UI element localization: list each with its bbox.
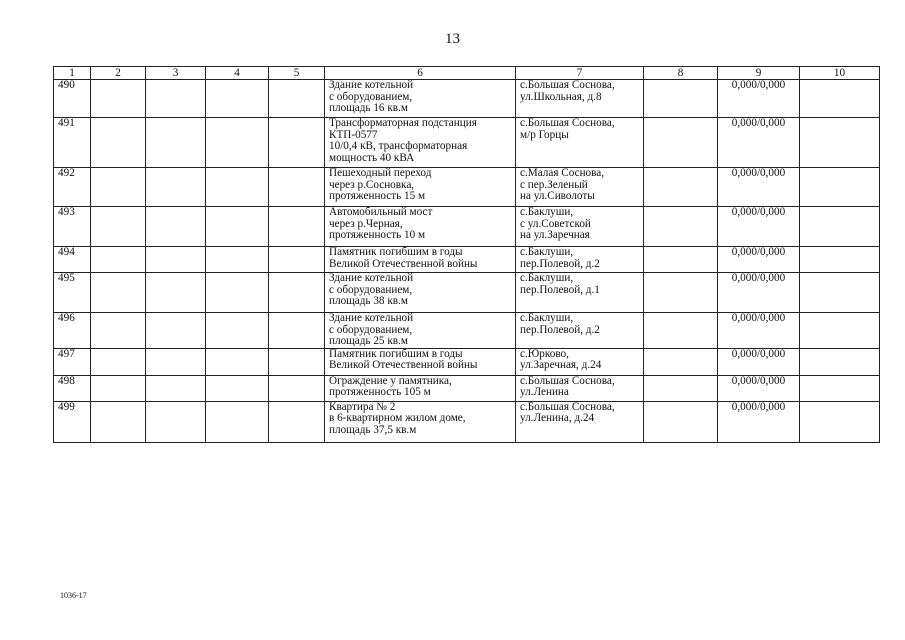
address-cell xyxy=(516,207,644,247)
object-name-line: площадь 37,5 кв.м xyxy=(329,423,417,436)
address-line: с.Большая Соснова, xyxy=(520,374,615,387)
object-name-line: через р.Черная, xyxy=(329,217,403,230)
empty-cell xyxy=(644,375,718,401)
object-name-line: мощность 40 кВА xyxy=(329,151,415,164)
column-header-1: 1 xyxy=(54,67,91,80)
row-number-cell: 494 xyxy=(54,247,91,273)
table-body xyxy=(54,80,880,443)
object-name-line: 10/0,4 кВ, трансформаторная xyxy=(329,140,468,153)
object-name-line: Памятник погибшим в годы xyxy=(329,347,463,360)
empty-cell xyxy=(269,313,325,349)
empty-cell xyxy=(269,207,325,247)
address-line: с.Большая Соснова, xyxy=(520,79,615,91)
object-name-line: Памятник погибшим в годы xyxy=(329,246,463,258)
address-line: с.Большая Соснова, xyxy=(520,400,615,413)
table-row xyxy=(54,348,880,375)
empty-cell xyxy=(146,401,206,442)
object-name-line: КТП-0577 xyxy=(329,128,378,141)
column-header-6: 6 xyxy=(325,67,516,80)
object-name-line: площадь 16 кв.м xyxy=(329,102,408,115)
empty-cell xyxy=(269,118,325,168)
empty-cell xyxy=(91,375,146,401)
row-number-cell: 496 xyxy=(54,313,91,349)
page-number: 13 xyxy=(445,31,460,47)
header-row xyxy=(54,67,880,80)
value-cell: 0,000/0,000 xyxy=(718,273,800,313)
empty-cell xyxy=(91,207,146,247)
empty-cell xyxy=(800,273,880,313)
empty-cell xyxy=(91,313,146,349)
column-header-5: 5 xyxy=(269,67,325,80)
empty-cell xyxy=(269,348,325,375)
empty-cell xyxy=(269,168,325,207)
empty-cell xyxy=(644,118,718,168)
address-line: с пер.Зеленый xyxy=(520,178,588,191)
address-line: с.Малая Соснова, xyxy=(520,167,605,179)
empty-cell xyxy=(800,80,880,118)
row-number-cell: 490 xyxy=(54,80,91,118)
address-line: пер.Полевой, д.2 xyxy=(520,323,600,336)
object-name-line: Пешеходный переход xyxy=(329,167,432,179)
column-header-7: 7 xyxy=(516,67,644,80)
object-name-cell xyxy=(325,80,516,118)
table-row xyxy=(54,401,880,442)
value-cell: 0,000/0,000 xyxy=(718,168,800,207)
address-line: на ул.Сиволоты xyxy=(520,190,595,203)
object-name-cell xyxy=(325,118,516,168)
table-row xyxy=(54,273,880,313)
empty-cell xyxy=(644,313,718,349)
empty-cell xyxy=(269,375,325,401)
address-cell xyxy=(516,273,644,313)
column-header-3: 3 xyxy=(146,67,206,80)
object-name-line: Великой Отечественной войны xyxy=(329,359,478,372)
empty-cell xyxy=(146,207,206,247)
row-number-cell: 495 xyxy=(54,273,91,313)
empty-cell xyxy=(206,247,269,273)
column-header-9: 9 xyxy=(718,67,800,80)
object-name-cell xyxy=(325,207,516,247)
object-name-cell xyxy=(325,168,516,207)
value-cell: 0,000/0,000 xyxy=(718,118,800,168)
empty-cell xyxy=(800,168,880,207)
empty-cell xyxy=(800,313,880,349)
empty-cell xyxy=(146,168,206,207)
object-name-line: протяженность 15 м xyxy=(329,190,426,203)
empty-cell xyxy=(91,247,146,273)
empty-cell xyxy=(91,168,146,207)
table-row xyxy=(54,118,880,168)
row-number-cell: 491 xyxy=(54,118,91,168)
value-cell: 0,000/0,000 xyxy=(718,80,800,118)
column-header-4: 4 xyxy=(206,67,269,80)
empty-cell xyxy=(146,80,206,118)
object-name-cell xyxy=(325,348,516,375)
address-line: с.Баклуши, xyxy=(520,246,574,258)
object-name-line: протяженность 105 м xyxy=(329,386,431,399)
empty-cell xyxy=(269,80,325,118)
table-row xyxy=(54,207,880,247)
address-cell xyxy=(516,375,644,401)
object-name-line: площадь 38 кв.м xyxy=(329,295,408,308)
empty-cell xyxy=(206,348,269,375)
address-line: на ул.Заречная xyxy=(520,229,590,242)
value-cell: 0,000/0,000 xyxy=(718,247,800,273)
empty-cell xyxy=(644,80,718,118)
value-cell: 0,000/0,000 xyxy=(718,401,800,442)
empty-cell xyxy=(644,273,718,313)
empty-cell xyxy=(644,207,718,247)
row-number-cell: 493 xyxy=(54,207,91,247)
empty-cell xyxy=(206,401,269,442)
empty-cell xyxy=(206,273,269,313)
empty-cell xyxy=(206,313,269,349)
empty-cell xyxy=(91,80,146,118)
address-cell xyxy=(516,313,644,349)
table-row xyxy=(54,80,880,118)
address-cell xyxy=(516,247,644,273)
empty-cell xyxy=(91,348,146,375)
object-name-line: Здание котельной xyxy=(329,312,414,324)
address-line: ул.Ленина, д.24 xyxy=(520,412,595,425)
empty-cell xyxy=(800,207,880,247)
address-line: м/р Горцы xyxy=(520,128,569,141)
empty-cell xyxy=(800,118,880,168)
empty-cell xyxy=(146,247,206,273)
address-line: с ул.Советской xyxy=(520,217,591,230)
value-cell: 0,000/0,000 xyxy=(718,313,800,349)
object-name-line: протяженность 10 м xyxy=(329,229,426,242)
object-name-line: Трансформаторная подстанция xyxy=(329,117,477,129)
empty-cell xyxy=(644,348,718,375)
object-name-line: Здание котельной xyxy=(329,79,414,91)
address-line: с.Баклуши, xyxy=(520,206,574,218)
empty-cell xyxy=(91,118,146,168)
address-line: с.Баклуши, xyxy=(520,312,574,324)
address-line: пер.Полевой, д.2 xyxy=(520,257,600,270)
empty-cell xyxy=(644,401,718,442)
empty-cell xyxy=(206,375,269,401)
empty-cell xyxy=(206,118,269,168)
object-name-line: с оборудованием, xyxy=(329,283,413,296)
empty-cell xyxy=(206,207,269,247)
object-name-line: Здание котельной xyxy=(329,272,414,284)
table-row xyxy=(54,247,880,273)
empty-cell xyxy=(91,273,146,313)
registry-table xyxy=(53,66,880,443)
object-name-line: площадь 25 кв.м xyxy=(329,335,408,348)
column-header-2: 2 xyxy=(91,67,146,80)
table-row xyxy=(54,375,880,401)
object-name-cell xyxy=(325,273,516,313)
table-row xyxy=(54,313,880,349)
empty-cell xyxy=(269,401,325,442)
object-name-line: через р.Сосновка, xyxy=(329,178,415,191)
empty-cell xyxy=(206,168,269,207)
address-line: с.Баклуши, xyxy=(520,272,574,284)
empty-cell xyxy=(146,118,206,168)
empty-cell xyxy=(146,313,206,349)
address-line: с.Большая Соснова, xyxy=(520,117,615,129)
row-number-cell: 497 xyxy=(54,348,91,375)
object-name-line: Ограждение у памятника, xyxy=(329,374,452,387)
empty-cell xyxy=(644,247,718,273)
object-name-line: с оборудованием, xyxy=(329,90,413,103)
address-cell xyxy=(516,401,644,442)
empty-cell xyxy=(91,401,146,442)
object-name-line: в 6-квартирном жилом доме, xyxy=(329,412,466,425)
address-cell xyxy=(516,348,644,375)
empty-cell xyxy=(800,375,880,401)
object-name-line: Великой Отечественной войны xyxy=(329,257,478,270)
address-line: с.Юрково, xyxy=(520,347,569,360)
object-name-cell xyxy=(325,375,516,401)
empty-cell xyxy=(146,273,206,313)
address-cell xyxy=(516,80,644,118)
value-cell: 0,000/0,000 xyxy=(718,348,800,375)
value-cell: 0,000/0,000 xyxy=(718,207,800,247)
empty-cell xyxy=(146,375,206,401)
empty-cell xyxy=(644,168,718,207)
address-cell xyxy=(516,168,644,207)
object-name-line: с оборудованием, xyxy=(329,323,413,336)
row-number-cell: 492 xyxy=(54,168,91,207)
empty-cell xyxy=(206,80,269,118)
object-name-line: Квартира № 2 xyxy=(329,400,396,413)
object-name-line: Автомобильный мост xyxy=(329,206,433,218)
empty-cell xyxy=(146,348,206,375)
address-line: пер.Полевой, д.1 xyxy=(520,283,600,296)
address-line: ул.Ленина xyxy=(520,386,569,399)
column-header-10: 10 xyxy=(800,67,880,80)
row-number-cell: 498 xyxy=(54,375,91,401)
value-cell: 0,000/0,000 xyxy=(718,375,800,401)
empty-cell xyxy=(800,401,880,442)
address-cell xyxy=(516,118,644,168)
object-name-cell xyxy=(325,401,516,442)
footer-code: 1036-17 xyxy=(60,591,87,600)
empty-cell xyxy=(269,247,325,273)
empty-cell xyxy=(800,348,880,375)
empty-cell xyxy=(269,273,325,313)
object-name-cell xyxy=(325,313,516,349)
address-line: ул.Заречная, д.24 xyxy=(520,359,602,372)
address-line: ул.Школьная, д.8 xyxy=(520,90,602,103)
row-number-cell: 499 xyxy=(54,401,91,442)
table-row xyxy=(54,168,880,207)
empty-cell xyxy=(800,247,880,273)
object-name-cell xyxy=(325,247,516,273)
column-header-8: 8 xyxy=(644,67,718,80)
